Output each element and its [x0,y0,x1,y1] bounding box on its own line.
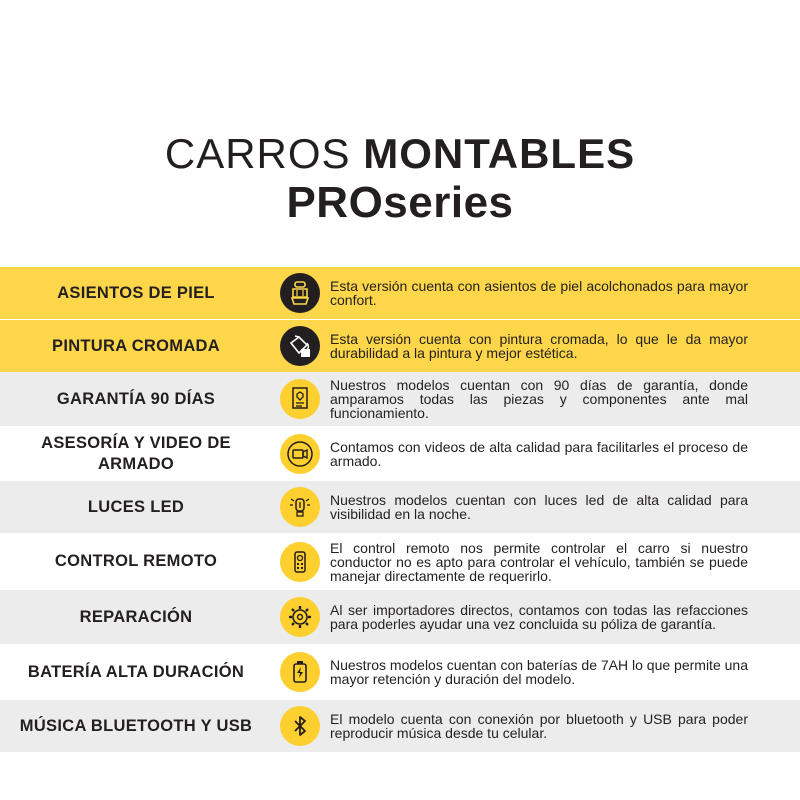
feature-label: GARANTÍA 90 DÍAS [56,389,216,408]
paint-bucket-icon [280,326,320,366]
warranty-certificate-icon [280,379,320,419]
feature-description: Nuestros modelos cuentan con baterías de 7AH lo que permite una mayor retención y duración del modelo. [330,657,748,687]
feature-row [0,426,800,481]
title-bold: MONTABLES [363,130,636,177]
feature-row [0,481,800,533]
feature-description: Contamos con videos de alta calidad para facilitarles el proceso de armado. [330,438,748,469]
feature-description: El modelo cuenta con conexión por bluetooth y USB para poder reproducir música desde tu celular. [330,711,748,741]
feature-label: PINTURA CROMADA [52,336,220,355]
remote-control-icon [280,542,320,582]
features-table [0,267,800,752]
repair-gear-icon [280,597,320,637]
title-light: CARROS [164,130,351,177]
feature-row [0,372,800,426]
feature-description: Esta versión cuenta con pintura cromada, lo que le da mayor durabilidad a la pintura y mejor estética. [330,331,748,361]
title-line1 [0,130,800,178]
feature-row [0,700,800,752]
feature-description: El control remoto nos permite controlar el carro si nuestro conductor no es apto para controlar el vehículo, también se puede manejar directamente de requerirlo. [330,539,748,584]
feature-row [0,590,800,644]
feature-label: BATERÍA ALTA DURACIÓN [27,662,245,681]
feature-label: REPARACIÓN [79,607,193,626]
title-brand: PROseries [286,178,514,227]
feature-description: Nuestros modelos cuentan con 90 días de garantía, donde amparamos todas las piezas y componentes ante mal funcionamiento. [330,377,748,421]
leather-seat-icon [280,273,320,313]
page-title [0,130,800,228]
feature-label: MÚSICA BLUETOOTH Y USB [19,716,253,735]
feature-row [0,267,800,319]
feature-row [0,533,800,590]
feature-label: LUCES LED [87,497,185,516]
video-camera-icon [280,434,320,474]
feature-description: Esta versión cuenta con asientos de piel acolchonados para mayor confort. [330,278,748,308]
feature-label: ASESORÍA Y VIDEO DE ARMADO [41,433,231,473]
feature-row [0,319,800,372]
feature-label: ASIENTOS DE PIEL [57,283,215,302]
bluetooth-icon [280,706,320,746]
battery-icon [280,652,320,692]
feature-label: CONTROL REMOTO [54,552,218,570]
feature-description: Al ser importadores directos, contamos con todas las refacciones para poderles ayudar una vez concluida su póliza de garantía. [330,602,748,632]
led-bulb-icon [280,487,320,527]
feature-row [0,644,800,700]
feature-description: Nuestros modelos cuentan con luces led de alta calidad para visibilidad en la noche. [330,492,748,522]
